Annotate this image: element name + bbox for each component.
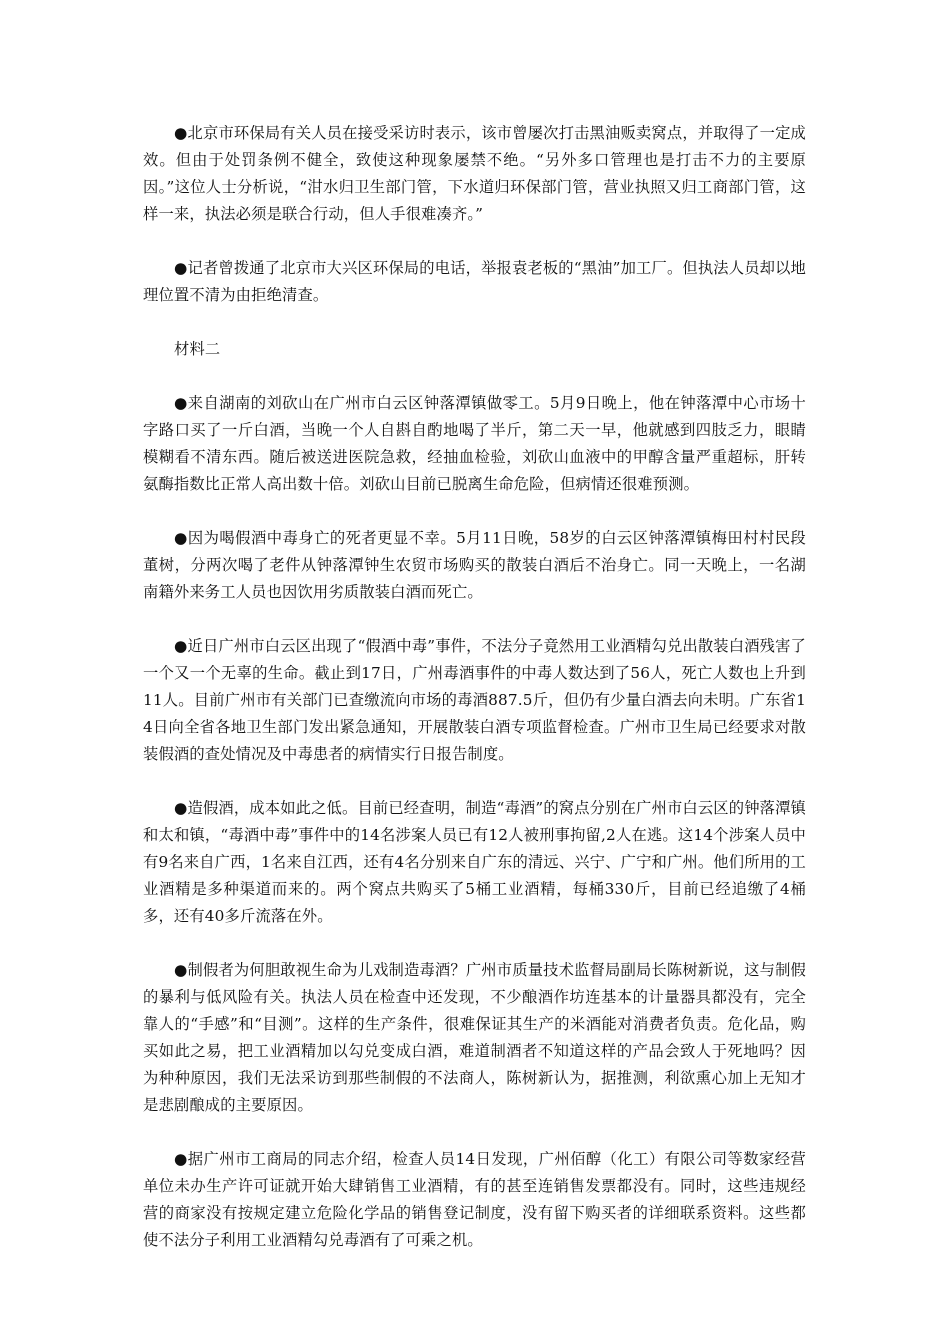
paragraph-environmental-bureau: ●北京市环保局有关人员在接受采访时表示，该市曾屡次打击黑油贩卖窝点，并取得了一定成效。但由于处罚条例不健全，致使这种现象屡禁不绝。“另外多口管理也是打击不力的主要原因。”这位人士分析说，“泔水归卫生部门管，下水道归环保部门管，营业执照又归工商部门管，这样一来，执法必须是联合行动，但人手很难凑齐。” bbox=[143, 124, 806, 223]
paragraph-liu-kanshan: ●来自湖南的刘砍山在广州市白云区钟落潭镇做零工。5月9日晚上，他在钟落潭中心市场十字路口买了一斤白酒，当晚一个人自斟自酌地喝了半斤，第二天一早，他就感到四肢乏力，眼睛模糊看不清东西。随后被送进医院急救，经抽血检验，刘砍山血液中的甲醇含量严重超标，肝转氨酶指数比正常人高出数十倍。刘砍山目前已脱离生命危险，但病情还很难预测。 bbox=[143, 394, 806, 493]
paragraph-victim-death: ●因为喝假酒中毒身亡的死者更显不幸。5月11日晚，58岁的白云区钟落潭镇梅田村村民段董树，分两次喝了老件从钟落潭钟生农贸市场购买的散装白酒后不治身亡。同一天晚上，一名湖南籍外来务工人员也因饮用劣质散装白酒而死亡。 bbox=[143, 529, 806, 601]
paragraph-why-counterfeit: ●制假者为何胆敢视生命为儿戏制造毒酒？广州市质量技术监督局副局长陈树新说，这与制假的暴利与低风险有关。执法人员在检查中还发现，不少酿酒作坊连基本的计量器具都没有，完全靠人的“手感”和“目测”。这样的生产条件，很难保证其生产的米酒能对消费者负责。危化品，购买如此之易，把工业酒精加以勾兑变成白酒，难道制酒者不知道这样的产品会致人于死地吗？因为种种原因，我们无法采访到那些制假的不法商人，陈树新认为，据推测，利欲熏心加上无知才是悲剧酿成的主要原因。 bbox=[143, 961, 806, 1114]
section-heading: 材料二 bbox=[174, 340, 221, 358]
document-body bbox=[143, 120, 806, 1281]
paragraph-reporter-call: ●记者曾拨通了北京市大兴区环保局的电话，举报袁老板的“黑油”加工厂。但执法人员却以地理位置不清为由拒绝清查。 bbox=[143, 259, 806, 304]
paragraph-low-cost: ●造假酒，成本如此之低。目前已经查明，制造“毒酒”的窝点分别在广州市白云区的钟落潭镇和太和镇，“毒酒中毒”事件中的14名涉案人员已有12人被刑事拘留,2人在逃。这14个涉案人员中有9名来自广西，1名来自江西，还有4名分别来自广东的清远、兴宁、广宁和广州。他们所用的工业酒精是多种渠道而来的。两个窝点共购买了5桶工业酒精，每桶330斤，目前已经追缴了4桶多，还有40多斤流落在外。 bbox=[143, 799, 806, 925]
paragraph-industry-bureau: ●据广州市工商局的同志介绍，检查人员14日发现，广州佰醇（化工）有限公司等数家经营单位未办生产许可证就开始大肆销售工业酒精，有的甚至连销售发票都没有。同时，这些违规经营的商家没有按规定建立危险化学品的销售登记制度，没有留下购买者的详细联系资料。这些都使不法分子利用工业酒精勾兑毒酒有了可乘之机。 bbox=[143, 1150, 806, 1249]
paragraph-poison-incident: ●近日广州市白云区出现了“假酒中毒”事件，不法分子竟然用工业酒精勾兑出散装白酒残害了一个又一个无辜的生命。截止到17日，广州毒酒事件的中毒人数达到了56人，死亡人数也上升到11人。目前广州市有关部门已查缴流向市场的毒酒887.5斤，但仍有少量白酒去向未明。广东省14日向全省各地卫生部门发出紧急通知，开展散装白酒专项监督检查。广州市卫生局已经要求对散装假酒的查处情况及中毒患者的病情实行日报告制度。 bbox=[143, 637, 806, 763]
